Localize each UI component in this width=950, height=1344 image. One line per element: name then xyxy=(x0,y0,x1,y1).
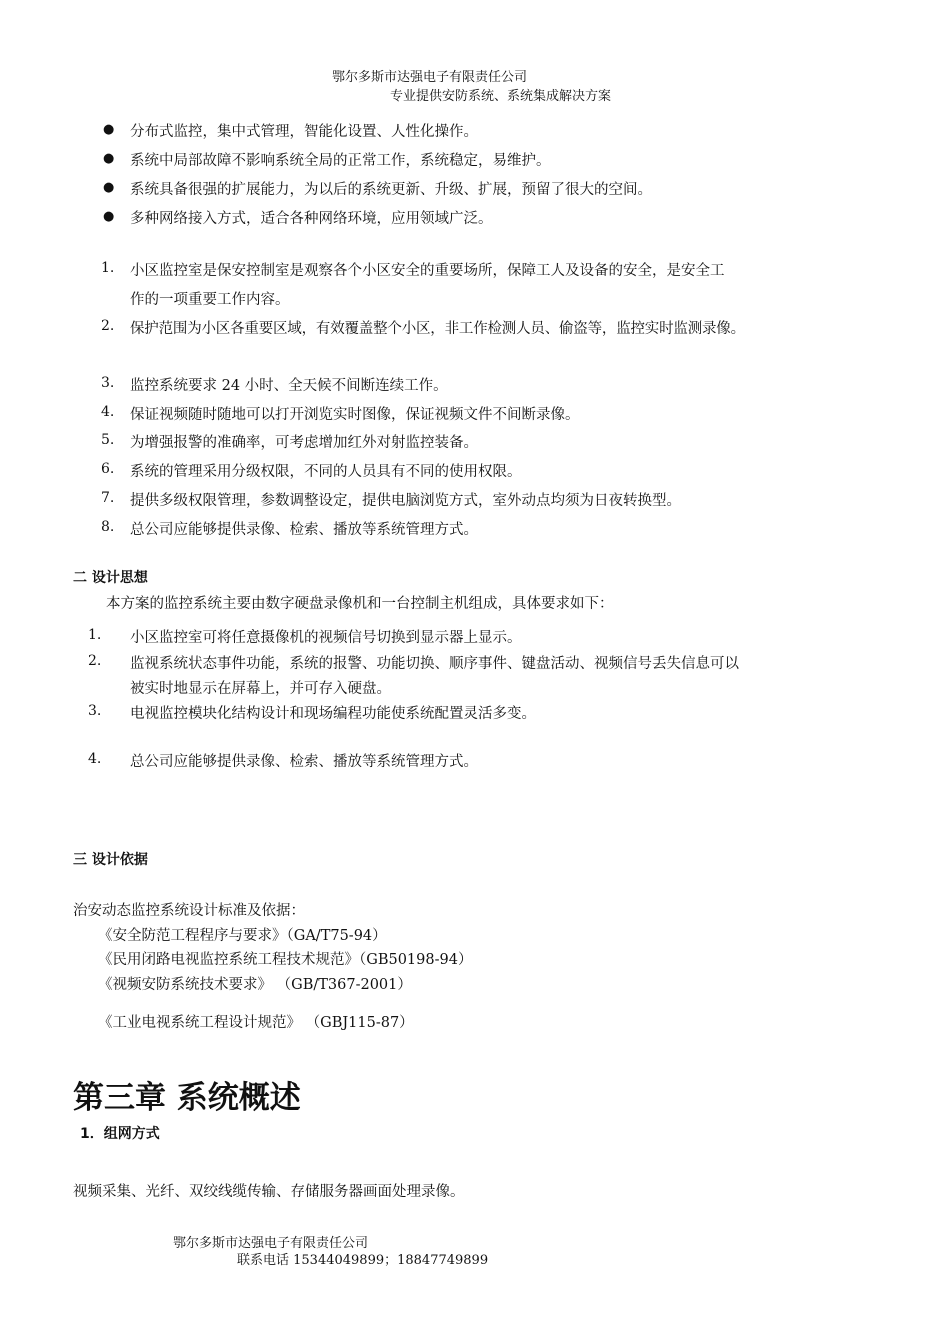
standard-item: 《民用闭路电视监控系统工程技术规范》（GB50198-94） xyxy=(98,952,473,968)
list-item-text: 总公司应能够提供录像、检索、播放等系统管理方式。 xyxy=(130,754,478,770)
list-number: 3. xyxy=(88,703,102,719)
list-item-text: 提供多级权限管理，参数调整设定，提供电脑浏览方式，室外动点均须为日夜转换型。 xyxy=(130,493,681,509)
chapter-text: 视频采集、光纤、双绞线缆传输、存储服务器画面处理录像。 xyxy=(73,1184,465,1200)
list-item-text: 保护范围为小区各重要区域，有效覆盖整个小区，非工作检测人员、偷盗等，监控实时监测录像。 xyxy=(130,321,745,337)
list-number: 6. xyxy=(101,461,115,477)
bullet-dot-icon: ● xyxy=(103,122,115,137)
bullet-item: 系统具备很强的扩展能力，为以后的系统更新、升级、扩展，预留了很大的空间。 xyxy=(130,182,652,198)
bullet-item: 分布式监控，集中式管理，智能化设置、人性化操作。 xyxy=(130,124,478,140)
list-item-text: 电视监控模块化结构设计和现场编程功能使系统配置灵活多变。 xyxy=(130,706,536,722)
standard-item: 《安全防范工程程序与要求》（GA/T75-94） xyxy=(98,928,387,944)
bullet-dot-icon: ● xyxy=(103,209,115,224)
list-item-text-cont: 作的一项重要工作内容。 xyxy=(130,292,290,308)
standard-item: 《视频安防系统技术要求》 （GB/T367-2001） xyxy=(98,977,412,993)
list-number: 8. xyxy=(101,519,115,535)
header-tagline: 专业提供安防系统、系统集成解决方案 xyxy=(390,89,612,104)
list-number: 4. xyxy=(88,751,102,767)
list-item-text: 监控系统要求 24 小时、全天候不间断连续工作。 xyxy=(130,378,448,394)
list-item-text-cont: 被实时地显示在屏幕上，并可存入硬盘。 xyxy=(130,681,391,697)
chapter-subtitle: 1．组网方式 xyxy=(80,1126,160,1142)
list-item-text: 监视系统状态事件功能，系统的报警、功能切换、顺序事件、键盘活动、视频信号丢失信息可以 xyxy=(130,656,739,672)
bullet-item: 多种网络接入方式，适合各种网络环境，应用领域广泛。 xyxy=(130,211,493,227)
list-number: 2. xyxy=(101,318,115,334)
bullet-dot-icon: ● xyxy=(103,180,115,195)
bullet-dot-icon: ● xyxy=(103,151,115,166)
list-item-text: 保证视频随时随地可以打开浏览实时图像，保证视频文件不间断录像。 xyxy=(130,407,580,423)
list-item-text: 小区监控室可将任意摄像机的视频信号切换到显示器上显示。 xyxy=(130,630,522,646)
footer-contact: 联系电话 15344049899；18847749899 xyxy=(237,1253,489,1268)
list-item-text: 为增强报警的准确率，可考虑增加红外对射监控装备。 xyxy=(130,435,478,451)
bullet-item: 系统中局部故障不影响系统全局的正常工作，系统稳定，易维护。 xyxy=(130,153,551,169)
section-intro: 本方案的监控系统主要由数字硬盘录像机和一台控制主机组成，具体要求如下： xyxy=(106,596,614,612)
chapter-title: 第三章 系统概述 xyxy=(73,1080,301,1116)
list-number: 1. xyxy=(88,627,102,643)
list-item-text: 小区监控室是保安控制室是观察各个小区安全的重要场所，保障工人及设备的安全，是安全工 xyxy=(130,263,725,279)
section-heading-design-idea: 二 设计思想 xyxy=(73,570,148,586)
list-number: 7. xyxy=(101,490,115,506)
header-company: 鄂尔多斯市达强电子有限责任公司 xyxy=(332,70,528,85)
standard-item: 《工业电视系统工程设计规范》 （GBJ115-87） xyxy=(98,1015,414,1031)
footer-company: 鄂尔多斯市达强电子有限责任公司 xyxy=(173,1236,369,1251)
list-item-text: 总公司应能够提供录像、检索、播放等系统管理方式。 xyxy=(130,522,478,538)
list-number: 2. xyxy=(88,653,102,669)
list-item-text: 系统的管理采用分级权限，不同的人员具有不同的使用权限。 xyxy=(130,464,522,480)
list-number: 3. xyxy=(101,375,115,391)
section-intro: 治安动态监控系统设计标准及依据： xyxy=(73,903,305,919)
list-number: 5. xyxy=(101,432,115,448)
list-number: 4. xyxy=(101,404,115,420)
list-number: 1. xyxy=(101,260,115,276)
section-heading-design-basis: 三 设计依据 xyxy=(73,852,148,868)
